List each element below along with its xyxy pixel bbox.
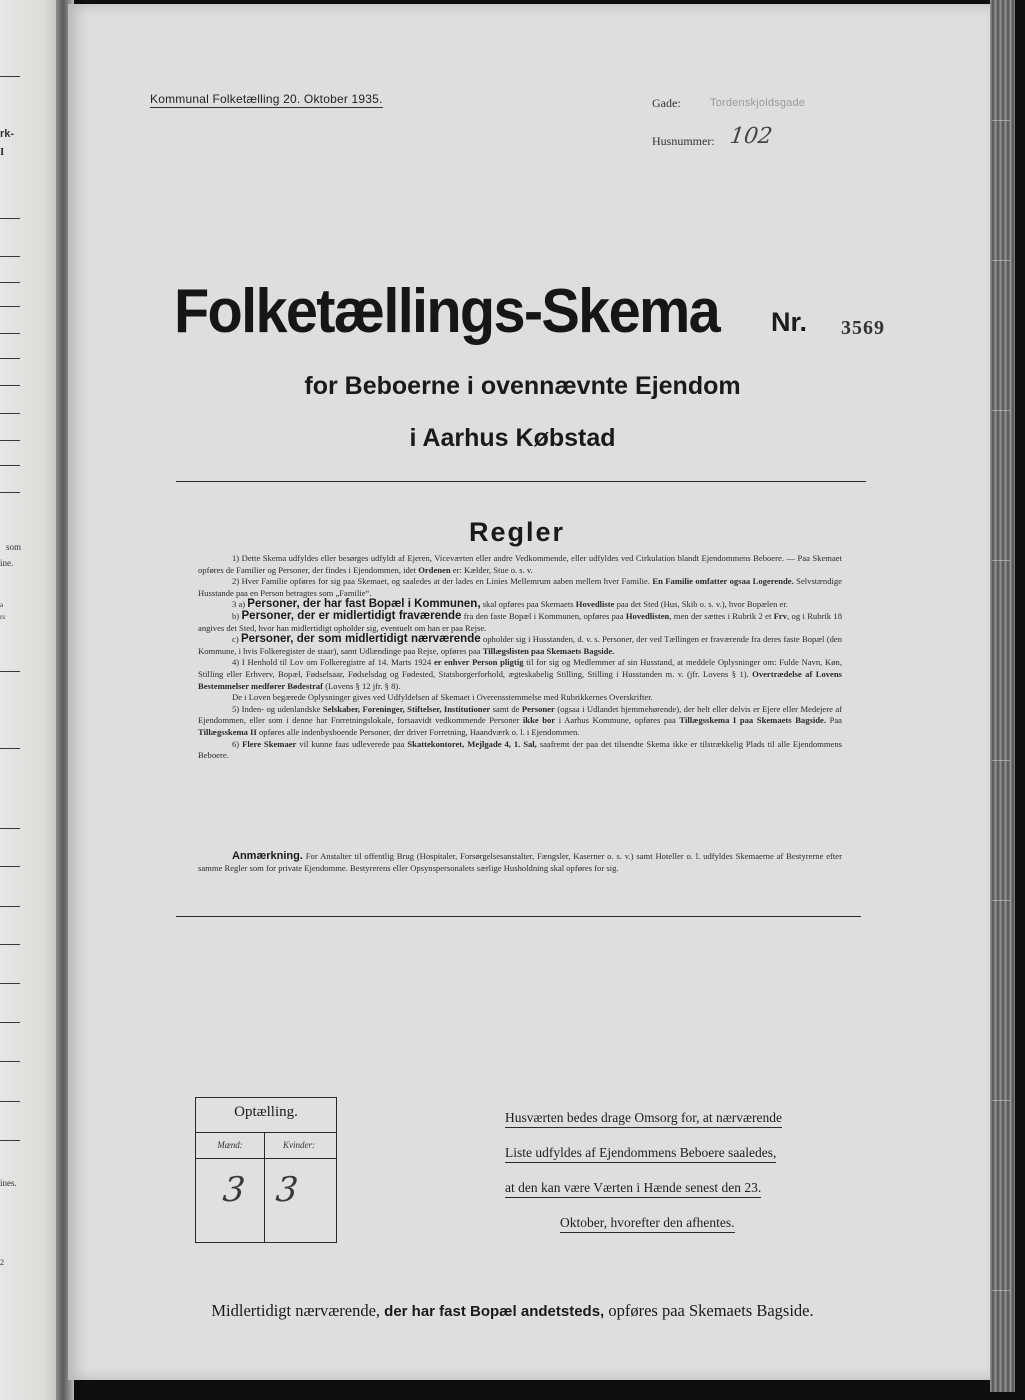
left-page-rule: [0, 1061, 20, 1062]
left-page-rule: [0, 333, 20, 334]
census-header-title: Kommunal Folketælling 20. Oktober 1935.: [150, 92, 383, 106]
form-subtitle-city: i Aarhus Købstad: [409, 424, 616, 452]
divider: [176, 481, 866, 482]
left-page-rule: [0, 306, 20, 307]
landlord-instruction-line: at den kan være Værten i Hænde senest den 23.: [505, 1180, 761, 1198]
form-number-value: 3569: [841, 317, 885, 339]
house-number-value: 102: [728, 124, 774, 149]
rule-3b: b) Personer, der er midlertidigt fraværende fra den faste Bopæl i Kommunen, opføres paa Hovedlisten, men der sættes i Rubrik 2 et Frv, og i Rubrik 18 angives det Sted, hvor han midlertidigt opholder sig, eventuelt om han er paa Rejse.: [198, 609, 842, 633]
rule-6: 6) Flere Skemaer vil kunne faas udleverede paa Skattekontoret, Mejlgade 4, 1. Sal, saafremt der paa det tilsendte Skema ikke er tilstrækkelig Plads til alle Ejendommens Beboere.: [198, 738, 843, 761]
page-edge-tick: [992, 120, 1010, 121]
note-text: For Anstalter til offentlig Brug (Hospitaler, Forsørgelsesanstalter, Fængsler, Kaserner o. s. v.) samt Hoteller o. l. udfyldes Skemaerne af Bestyrerne efter samme Regler som for private Ejendomme. Bestyrerens eller Opsynspersonalets særlige Husholdning skal opføres for sig.: [198, 851, 842, 873]
left-page-rule: [0, 413, 20, 414]
page-edge-tick: [992, 560, 1010, 561]
left-page-rule: [0, 1140, 20, 1141]
left-page-rule: [0, 866, 20, 867]
rule-3a: 3 a) Personer, der har fast Bopæl i Kommunen, skal opføres paa Skemaets Hovedliste paa det Sted (Hus, Skib o. s. v.), hvor Bopælen er.: [232, 598, 788, 611]
page-edge-stack: [990, 0, 1015, 1392]
left-page-rule: [0, 76, 20, 77]
left-page-rule: [0, 1101, 20, 1102]
page-edge-tick: [992, 410, 1010, 411]
left-page-rule: [0, 906, 20, 907]
left-page-fragment: rk-: [0, 128, 15, 140]
rule-3c: c) Personer, der som midlertidigt nærværende opholder sig i Husstanden, d. v. s. Personer, der ved Tællingen er fraværende fra deres faste Bopæl (den Kommune, i hvis Folkeregister de staar), samt Udlændinge paa Rejse, opføres paa Tillægslisten paa Skemaets Bagside.: [198, 633, 843, 656]
divider: [176, 916, 861, 917]
left-page-fragment: I: [0, 146, 5, 158]
rule-4-note: De i Loven begærede Oplysninger gives ved Udfyldelsen af Skemaet i Overensstemmelse med Rubrikkernes Overskrifter.: [232, 692, 653, 703]
count-box: [195, 1097, 337, 1243]
left-page-rule: [0, 1022, 20, 1023]
form-title: Folketællings-Skema: [174, 277, 719, 346]
left-page-rule: [0, 358, 20, 359]
note-label: Anmærkning.: [232, 850, 303, 862]
left-page-fragment: ines.: [0, 1178, 17, 1188]
footer-note: Midlertidigt nærværende, der har fast Bopæl andetsteds, opføres paa Skemaets Bagside.: [211, 1301, 814, 1320]
landlord-instruction-line: Oktober, hvorefter den afhentes.: [560, 1215, 735, 1233]
page-edge-tick: [992, 900, 1010, 901]
count-box-title: Optælling.: [234, 1104, 298, 1120]
left-page-rule: [0, 828, 20, 829]
left-page-fragment: a: [0, 601, 4, 609]
form-subtitle: for Beboerne i ovennævnte Ejendom: [304, 372, 741, 400]
men-label: Mænd:: [217, 1140, 243, 1150]
count-box-rule: [196, 1158, 336, 1159]
left-page-rule: [0, 218, 20, 219]
rules-text: [198, 553, 842, 762]
left-page-rule: [0, 983, 20, 984]
rule-1: 1) Dette Skema udfyldes eller besørges udfyldt af Ejeren, Viceværten eller andre Vedkommende, eller udfyldes ved Cirkulation blandt Ejendommens Beboere. — Paa Skemaet opføres de Familier og Personer, der findes i Ejendommen, idet Ordenen er: Kælder, Stue o. s. v.: [198, 553, 842, 575]
women-label: Kvinder:: [283, 1140, 315, 1150]
left-page-rule: [0, 465, 20, 466]
note-block: [198, 850, 842, 874]
left-page-fragment: som: [6, 542, 22, 552]
page-edge-tick: [992, 1100, 1010, 1101]
women-count: 3: [274, 1170, 300, 1210]
left-page-fragment: 2: [0, 1258, 4, 1267]
left-page-rule: [0, 748, 20, 749]
page-edge-tick: [992, 1290, 1010, 1291]
left-page-fragment: ine.: [0, 558, 14, 568]
landlord-instruction-line: Husværten bedes drage Omsorg for, at nærværende: [505, 1110, 782, 1128]
page-edge-tick: [992, 760, 1010, 761]
landlord-instruction-line: Liste udfyldes af Ejendommens Beboere saaledes,: [505, 1145, 776, 1163]
count-box-rule: [196, 1132, 336, 1133]
page-edge-tick: [992, 260, 1010, 261]
form-number-label: Nr.: [771, 307, 808, 337]
left-page-rule: [0, 282, 20, 283]
left-page-rule: [0, 492, 20, 493]
rules-heading: Regler: [469, 517, 566, 547]
rule-4: 4) I Henhold til Lov om Folkeregistre af 14. Marts 1924 er enhver Person pligtig til for sig og Medlemmer af sin Husstand, at meddele Oplysninger om: Fulde Navn, Køn, Stilling eller Erhverv, Bopæl, Fødselsaar, Fødselsdag og Fødested, Statsborgerforhold, ægteskabelig Stilling, Stilling i Husstanden m. v. (jfr. Lovens § 1). Overtrædelse af Lovens Bestemmelser medfører Bødestraf (Lovens § 12 jfr. § 8).: [198, 657, 842, 691]
adjacent-left-page: [0, 0, 62, 1400]
left-page-rule: [0, 256, 20, 257]
left-page-fragment: rs: [0, 613, 6, 621]
rule-5: 5) Inden- og udenlandske Selskaber, Foreninger, Stiftelser, Institutioner samt de Personer (ogsaa i Udlandet hjemmehørende), der helt eller delvis er Ejere eller Medejere af Ejendommen, eller som i denne har Forretningslokale, forsaavidt vedkommende Personer ikke bor i Aarhus Kommune, opføres paa Tillægsskema I paa Skemaets Bagside. Paa Tillægsskema II opføres alle indenbysboende Personer, der driver Forretning, Haandværk o. l. i Ejendommen.: [198, 703, 842, 737]
left-page-rule: [0, 671, 20, 672]
men-count: 3: [221, 1170, 247, 1210]
street-label: Gade:: [652, 96, 681, 110]
street-value: Tordenskjoldsgade: [710, 97, 806, 109]
rule-2: 2) Hver Familie opføres for sig paa Skemaet, og saaledes at der lades en Linies Mellemrum aaben mellem hver Familie. En Familie omfatter ogsaa Logerende. Selvstændige Husstande paa en Person betragtes som „Familie“.: [198, 576, 842, 598]
house-number-label: Husnummer:: [652, 134, 715, 148]
left-page-rule: [0, 944, 20, 945]
